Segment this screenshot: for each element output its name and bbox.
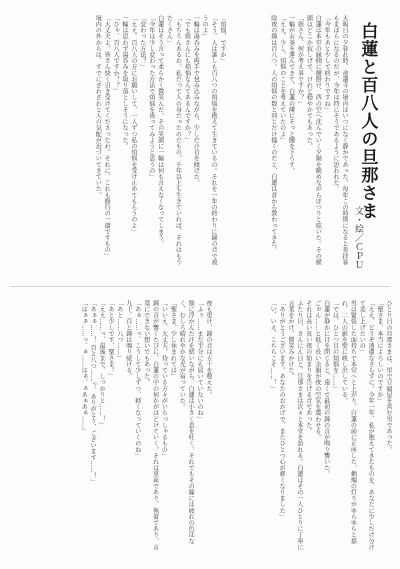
paragraph: 「いいえ、大丈夫。待っている方々がいらっしゃるもの」: [160, 300, 168, 459]
paragraph: 「聖さま、本当によろしいのですか」: [376, 300, 384, 404]
paragraph: 「今年もあと少しで終わりですね」: [323, 15, 331, 113]
paragraph: 「でも姐さんにも煩悩なんてあるんですか？」: [183, 15, 191, 144]
paragraph: ごぉん……と低く長い余韻が夜の空気を震わせる。: [313, 300, 321, 441]
paragraph: 大晦日の夕暮れ時、命蓮寺の境内はいつになく静かであった。毎年この時期になると参拝客もまばらになるのだが、今年は特にそうであるように思われた。: [332, 15, 348, 266]
text-block-top-right: [230, 15, 348, 270]
paragraph: 「あぁぁ……！ 百と八つ……っ、ありがとう、ございます……！」: [89, 300, 97, 485]
paragraph: 境内の外からは、すでにざわざわと人の気配が近づいてきていた。: [94, 15, 102, 198]
paragraph: 「あと少しです、聖さま！」: [107, 300, 115, 380]
paragraph: 「あと……八つ……」: [115, 300, 123, 361]
paragraph: 「あぁ……っ、こうして少しずつ、軽くなっていくのね」: [133, 300, 141, 459]
paragraph: 男は緊張した面持ちで本堂へと上がり、白蓮の前に正座した。蝋燭の灯りがゆらゆらと揺れ、二人の影を壁に映し出している。: [340, 300, 357, 544]
paragraph: 九十、百と鐘は鳴り続ける。: [124, 300, 132, 380]
paragraph: 「大丈夫よ。皆さん快く引き受けてくださったわ。それに、これも修行の一環ですもの」: [103, 15, 111, 259]
author-credit: 文・絵／ＣＰＵ: [353, 206, 363, 269]
paragraph: 「ありがとうございます。あなたのおかげで、またひとつ心が軽くなりました」: [278, 300, 286, 520]
text-block-top-left: [12, 15, 226, 270]
paragraph: 一輪は湯呑みを両手で包み込みながら、少しだけ首を傾げた。: [192, 15, 200, 186]
paragraph: 夜も更け、鐘の音は五十を数えた。: [205, 300, 212, 398]
text-block-bottom-left: [12, 300, 212, 555]
paragraph: ふたり目、さんにん目と、旦那さまは次々と本堂を訪れる。白蓮はその一人ひとりに丁寧に言葉をかけ、微笑みかけた。: [287, 300, 303, 551]
paragraph: 白蓮が静かに目を閉じると、遠くで最初の鐘の音が鳴り響いた。: [322, 300, 330, 477]
paragraph: 「ええ……っ、最後まで、しっかりと……！」: [98, 300, 106, 429]
paragraph: 「そう。人は誰しも百八つの煩悩を抱えて生きているの。それを一年の終わりに鐘の音で祓うのよ」: [201, 15, 218, 266]
paragraph: 「もちろんあるわ。私だって人の身だったのだもの。千年以上も生きていれば、それはもうたくさん」: [165, 15, 182, 266]
paragraph: 「今年は少し変わった方法で煩悩を祓ってみようと思うの」: [147, 15, 155, 180]
paragraph: 「ええ、どうぞ遠慮なさらずに。今年一年、私が抱えてきたものを、あなたに少しだけ分けて差し上げたいの」: [358, 300, 375, 551]
paragraph: 除夜の鐘は百八つ。人の煩悩の数と同じだけ撞くのだと、白蓮は昔から教わってきた。: [269, 15, 277, 253]
paragraph: 「ええ。百八人の方にお願いして、一人ずつ私の煩悩を受け止めてもらうのよ」: [129, 15, 137, 235]
paragraph: 「ひゃ、百八人ですか！？」: [112, 15, 120, 95]
paragraph: 一輪がお茶を運んできて、白蓮の隣にそっと腰を下ろす。: [287, 15, 295, 174]
paragraph: 「煩悩、ですか」: [219, 15, 226, 64]
paragraph: 「変わった方法？」: [138, 15, 146, 70]
paragraph: 「ええ、少し。煩悩のことを考えていたのよ」: [278, 15, 286, 144]
paragraph: それは長い長い夜の始まりを告げる音であった。: [304, 300, 312, 435]
paragraph: 「聖さま、少し休まれては」: [169, 300, 177, 380]
paragraph: ひとり目の旦那さまは、里で豆腐屋を営む男であった。: [385, 300, 392, 453]
paragraph: 「い、いえ、こちらこそ……！」: [269, 300, 277, 392]
story-title: 白蓮と百八人の旦那さま: [357, 22, 378, 220]
paragraph: 額に浮かんだ汗を拭いながら、白蓮は小さく息を吐く。それでもその瞳には疲れの色はなく、むしろ晴れやかな光が宿っていた。: [178, 300, 195, 544]
paragraph: 「はぁぁ……っ、ぁ……はぁ、ぁあぁあぁ……」: [80, 300, 88, 435]
paragraph: 「ふぅ……まだ半分にも届いていないのね」: [196, 300, 204, 422]
paragraph: 「姐さん、何か考え事ですか？」: [296, 15, 304, 107]
paragraph: 「では、ひとつ目の煩悩を……」: [331, 300, 339, 392]
paragraph: 一輪は思わず湯呑みを取り落としそうになった。: [121, 15, 129, 150]
section-divider: [10, 286, 390, 287]
text-block-bottom-right: [220, 300, 392, 555]
paragraph: 白蓮はそう言って柔らかく微笑んだ。その笑顔に一輪は何も言えなくなってしまう。: [156, 15, 164, 247]
paragraph: 鐘の音が響くたびに、白蓮の中の何かがほどけていく。それは重荷であり、執着であり、言葉にできない想いでもあった。: [142, 300, 159, 551]
paragraph: 白蓮は本堂の縁側に腰掛け、西の空へ沈んでいく夕陽を眺めながらぽつりと呟いた。その横顔はどこか寂しげで、けれど穏やかでもあった。: [305, 15, 322, 266]
